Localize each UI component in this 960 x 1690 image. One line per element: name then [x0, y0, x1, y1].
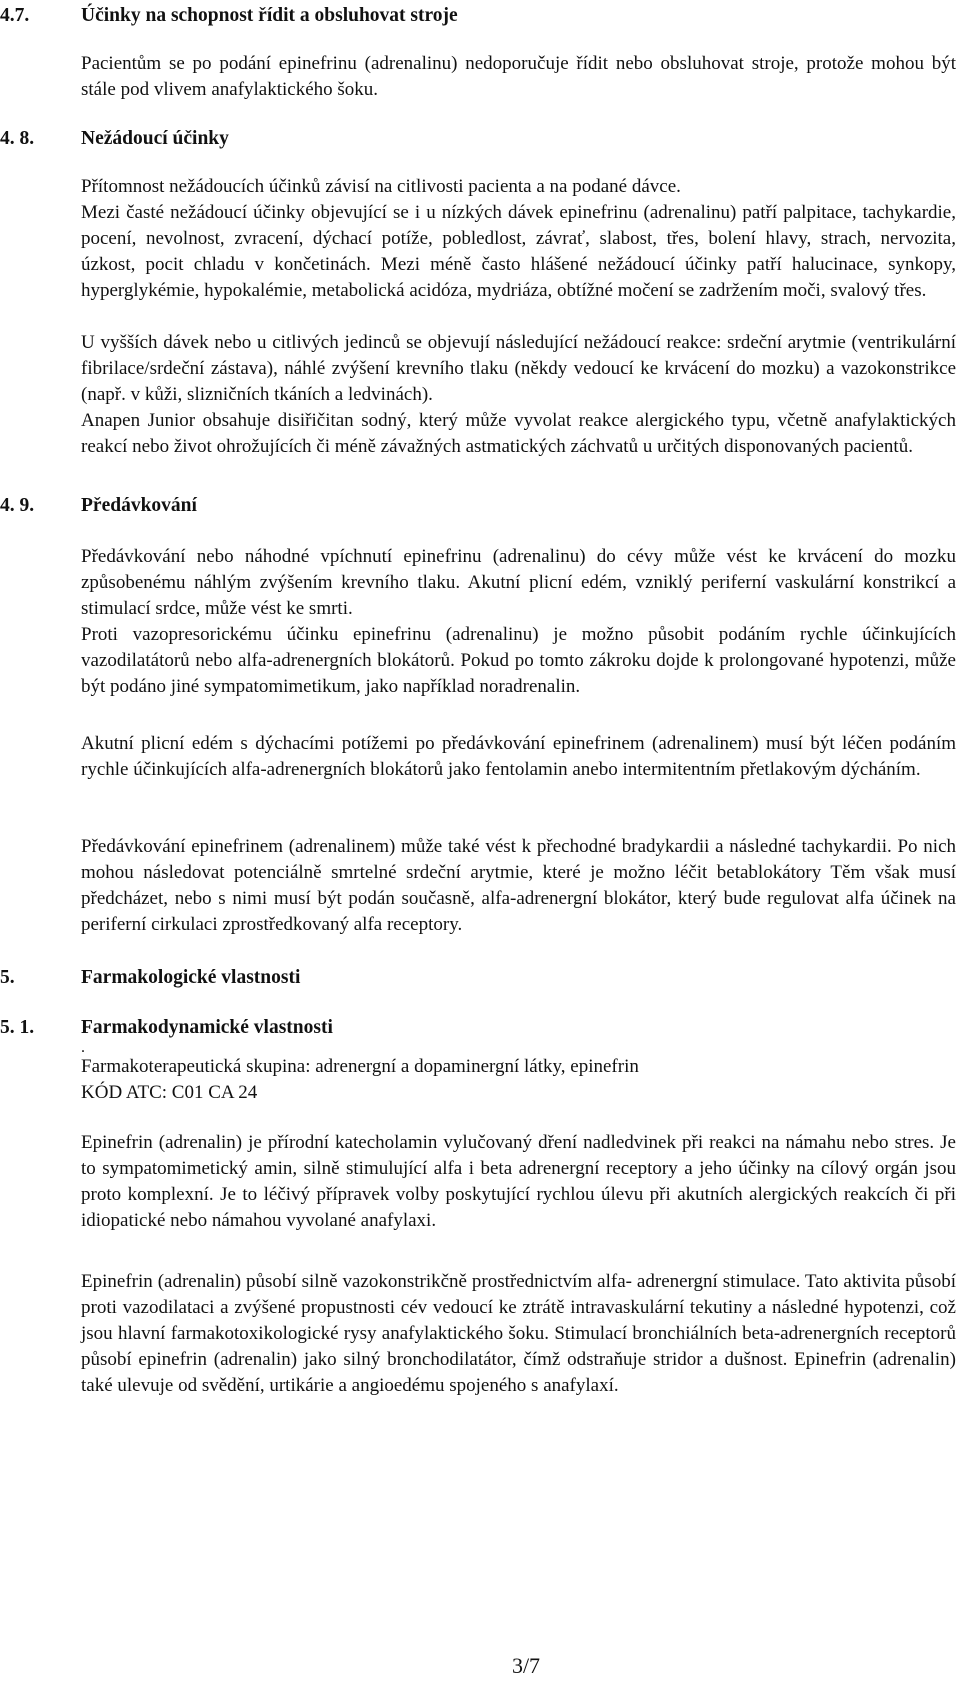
- paragraph: Přítomnost nežádoucích účinků závisí na citlivosti pacienta a na podané dávce.: [81, 176, 681, 197]
- section-title: Farmakologické vlastnosti: [81, 967, 301, 988]
- section-title: Účinky na schopnost řídit a obsluhovat stroje: [81, 5, 458, 26]
- paragraph: Anapen Junior obsahuje disiřičitan sodný, který může vyvolat reakce alergického typu, včetně anafylaktických reakcí nebo život ohrožujících či méně závažných astmatických záchvatů u určitých disponovaných pacientů.: [81, 410, 956, 458]
- paragraph: Mezi časté nežádoucí účinky objevující se i u nízkých dávek epinefrinu (adrenalinu) patří palpitace, tachykardie, pocení, nevolnost, zvracení, dýchací potíže, pobledlost, závrať, slabost, třes, bolení hlavy, strach, nervozita, úzkost, pocit chladu v končetinách. Mezi méně často hlášené nežádoucí účinky patří halucinace, synkopy, hyperglykémie, hypokalémie, metabolická acidóza, mydriáza, obtížné močení se zadržením moči, svalový třes.: [81, 202, 956, 302]
- paragraph: Epinefrin (adrenalin) je přírodní katecholamin vylučovaný dření nadledvinek při reakci na námahu nebo stres. Je to sympatomimetický amin, silně stimulující alfa i beta adrenergní receptory a jeho účinky na cílový orgán jsou proto komplexní. Je to léčivý přípravek volby poskytující rychlou úlevu při akutních alergických reakcích či při idiopatické nebo námahou vyvolané anafylaxi.: [81, 1132, 956, 1232]
- section-number: 4.7.: [0, 5, 30, 26]
- section-title: Předávkování: [81, 495, 197, 516]
- paragraph: Předávkování nebo náhodné vpíchnutí epinefrinu (adrenalinu) do cévy může vést ke krvácení do mozku způsobenému náhlým zvýšením krevního tlaku. Akutní plicní edém, vzniklý periferní vaskulární konstrikcí a stimulací srdce, může vést ke smrti.: [81, 546, 956, 620]
- paragraph: U vyšších dávek nebo u citlivých jedinců se objevují následující nežádoucí reakce: srdeční arytmie (ventrikulární fibrilace/srdeční zástava), náhlé zvýšení krevního tlaku (někdy vedoucí ke krvácení do mozku) a vazokonstrikce (např. v kůži, slizničních tkáních a ledvinách).: [81, 332, 956, 406]
- paragraph: Proti vazopresorickému účinku epinefrinu (adrenalinu) je možno působit podáním rychle účinkujících vazodilatátorů nebo alfa-adrenergních blokátorů. Pokud po tomto zákroku dojde k prolongované hypotenzi, může být podáno jiné sympatomimetikum, jako například noradrenalin.: [81, 624, 956, 698]
- section-number: 5. 1.: [0, 1017, 35, 1038]
- stray-dot: .: [81, 1039, 85, 1056]
- paragraph: Akutní plicní edém s dýchacími potížemi po předávkování epinefrinem (adrenalinem) musí být léčen podáním rychle účinkujících alfa-adrenergních blokátorů jako fentolamin anebo intermitentním přetlakovým dýcháním.: [81, 733, 956, 781]
- section-title: Farmakodynamické vlastnosti: [81, 1017, 333, 1038]
- paragraph: Předávkování epinefrinem (adrenalinem) může také vést k přechodné bradykardii a následné tachykardii. Po nich mohou následovat potenciálně smrtelné srdeční arytmie, které je možno léčit betablokátory Těm však musí předcházet, nebo s nimi musí být podán současně, alfa-adrenergní blokátor, který bude regulovat alfa účinek na periferní cirkulaci zprostředkovaný alfa receptory.: [81, 836, 956, 936]
- paragraph: Epinefrin (adrenalin) působí silně vazokonstrikčně prostřednictvím alfa- adrenergní stimulace. Tato aktivita působí proti vazodilataci a zvýšené propustnosti cév vedoucí ke ztrátě intravaskulární tekutiny a následné hypotenzi, což jsou hlavní farmakotoxikologické rysy anafylaktického šoku. Stimulací bronchiálních beta-adrenergních receptorů působí epinefrin (adrenalin) jako silný bronchodilatátor, čímž odstraňuje stridor a dušnost. Epinefrin (adrenalin) také ulevuje od svědění, urtikárie a angioedému spojeného s anafylaxí.: [81, 1271, 956, 1397]
- paragraph: Pacientům se po podání epinefrinu (adrenalinu) nedoporučuje řídit nebo obsluhovat stroje, protože mohou být stále pod vlivem anafylaktického šoku.: [81, 53, 956, 101]
- section-number: 5.: [0, 967, 15, 988]
- therapeutic-group-line: Farmakoterapeutická skupina: adrenergní a dopaminergní látky, epinefrin: [81, 1056, 639, 1077]
- atc-code-line: KÓD ATC: C01 CA 24: [81, 1082, 258, 1103]
- section-number: 4. 9.: [0, 495, 35, 516]
- section-title: Nežádoucí účinky: [81, 128, 229, 149]
- section-number: 4. 8.: [0, 128, 35, 149]
- page-number: 3/7: [511, 1653, 541, 1678]
